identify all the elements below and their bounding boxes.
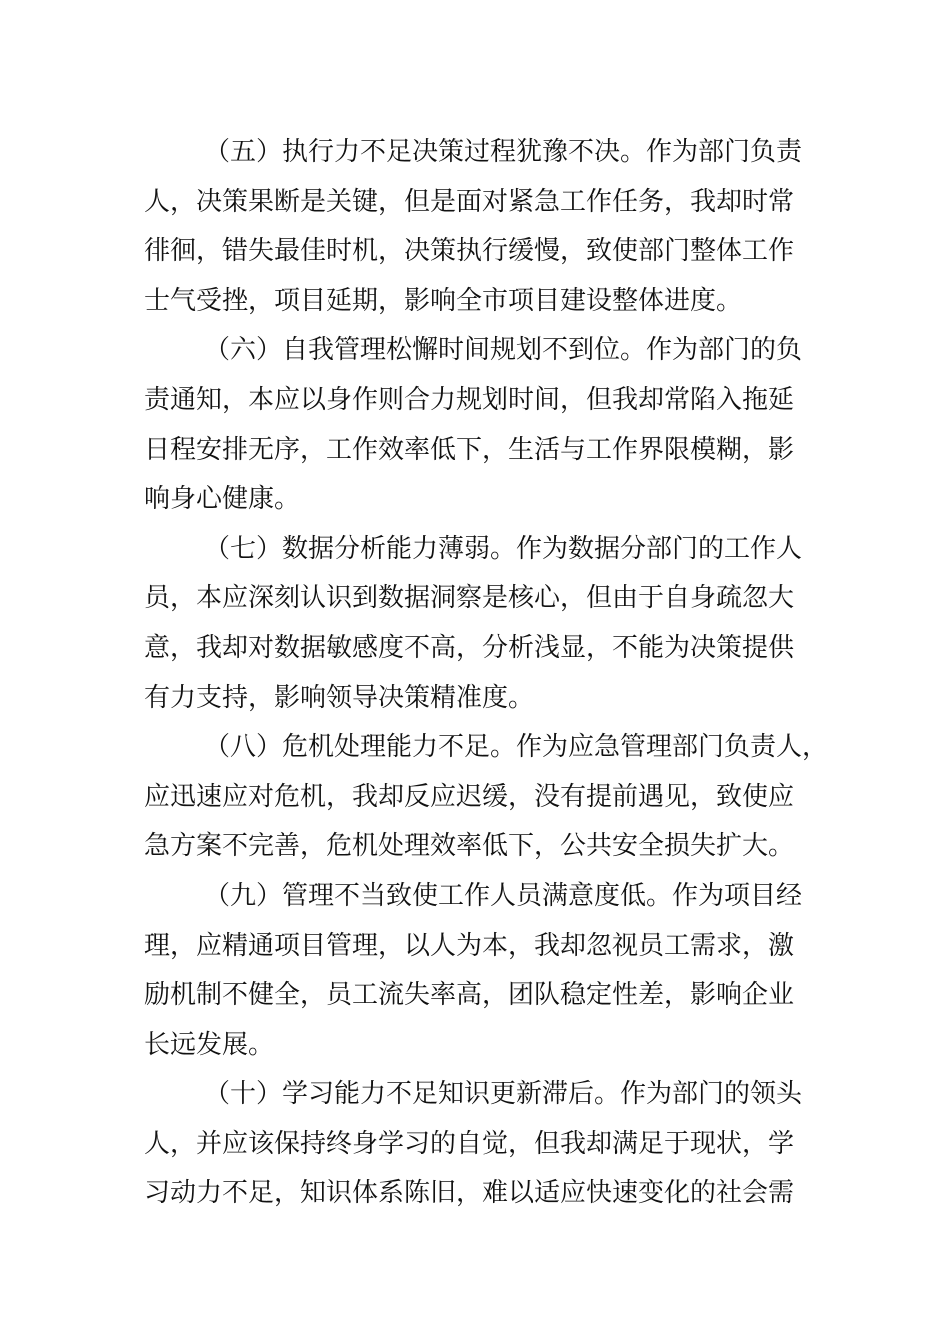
text-line: （五）执行力不足决策过程犹豫不决。作为部门负责 (204, 137, 803, 167)
text-line: 日程安排无序，工作效率低下，生活与工作界限模糊，影 (144, 434, 795, 465)
text-line: 责通知，本应以身作则合力规划时间，但我却常陷入拖延 (144, 384, 795, 415)
text-line: （十）学习能力不足知识更新滞后。作为部门的领头 (204, 1079, 803, 1110)
text-line: （九）管理不当致使工作人员满意度低。作为项目经 (204, 880, 803, 911)
text-line: 理，应精通项目管理，以人为本，我却忽视员工需求，激 (144, 930, 795, 961)
text-line: 响身心健康。 (144, 484, 301, 515)
text-line: 士气受挫，项目延期，影响全市项目建设整体进度。 (144, 285, 743, 316)
text-line: 人，并应该保持终身学习的自觉，但我却满足于现状，学 (144, 1128, 795, 1159)
text-line: （六）自我管理松懈时间规划不到位。作为部门的负 (204, 335, 803, 366)
text-line: 习动力不足，知识体系陈旧，难以适应快速变化的社会需 (144, 1178, 795, 1209)
text-line: 应迅速应对危机，我却反应迟缓，没有提前遇见，致使应 (144, 781, 795, 812)
text-line: 急方案不完善，危机处理效率低下，公共安全损失扩大。 (144, 831, 795, 862)
text-line: （七）数据分析能力薄弱。作为数据分部门的工作人 (204, 533, 803, 564)
text-line: 徘徊，错失最佳时机，决策执行缓慢，致使部门整体工作 (144, 236, 795, 267)
text-line: 人，决策果断是关键，但是面对紧急工作任务，我却时常 (144, 186, 795, 217)
text-line: 意，我却对数据敏感度不高，分析浅显，不能为决策提供 (144, 632, 795, 663)
text-line: 员，本应深刻认识到数据洞察是核心，但由于自身疏忽大 (144, 583, 795, 614)
text-line: （八）危机处理能力不足。作为应急管理部门负责人， (204, 732, 829, 763)
text-line: 励机制不健全，员工流失率高，团队稳定性差，影响企业 (144, 980, 795, 1011)
document-body (144, 128, 829, 1219)
text-line: 长远发展。 (144, 1029, 275, 1060)
text-line: 有力支持，影响领导决策精准度。 (144, 682, 535, 713)
